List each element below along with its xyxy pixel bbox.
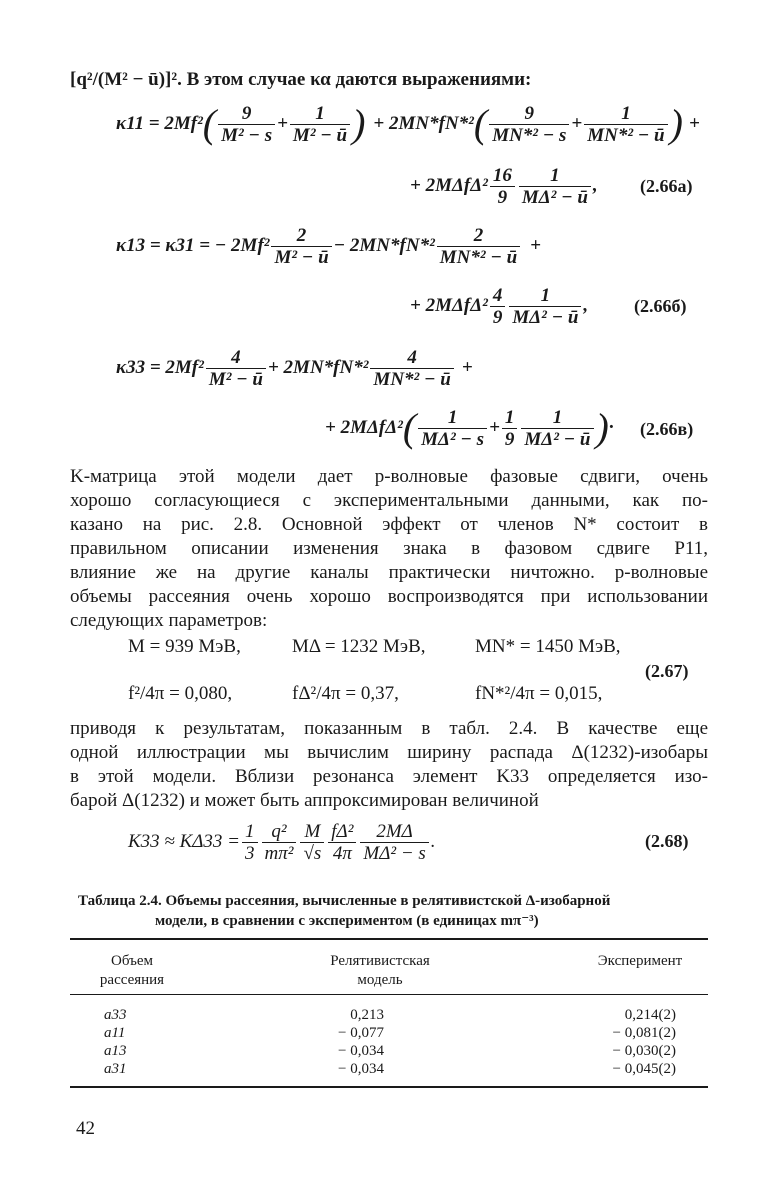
fraction: $\frac{2}{\text{MN*² − ū}}$ (437, 225, 520, 268)
page-number: 42 (76, 1118, 95, 1139)
open-paren: ( (402, 405, 417, 450)
fraction: $\frac{4}{9}$ (490, 285, 506, 328)
equation-2-66c-line1: κ33 = 2Mf² $\frac{4}{\text{M² − ū}}$ + 2MN*fN*² $\frac{4}{\text{MN*² − ū}}$ + (116, 346, 473, 390)
eq-mid-term: + 2MN*fN*² (373, 113, 474, 134)
row-model: − 0,034 (338, 1061, 384, 1077)
param-m-n: MN* = 1450 МэВ, (475, 636, 621, 657)
header-model: Релятивистская модель (330, 953, 430, 988)
row-name: a11 (104, 1025, 126, 1041)
row-experiment: 0,214(2) (624, 1007, 676, 1023)
text-line: барой Δ(1232) и может быть аппроксимирован величиной (70, 790, 539, 811)
table-bottom-rule (70, 1086, 708, 1088)
param-f-delta: fΔ²/4π = 0,37, (292, 683, 399, 704)
equation-2-66c-line2: + 2MΔfΔ² ( $\frac{1}{\text{MΔ² − s}}$ + $\frac{1}{9}$ $\frac{1}{\text{MΔ² − ū}}$ ) · (325, 405, 614, 450)
fraction: $\frac{16}{9}$ (490, 165, 515, 208)
close-paren: ) (352, 101, 366, 146)
equation-2-66a-line1: κ11 = 2Mf² ( $\frac{9}{\text{M² − s}}$ + $\frac{1}{\text{M² − ū}}$ ) + 2MN*fN*² ( $\frac{9}{\text{MN*² − s}}$ + $\frac{1}{\text{MN*² − ū}}$ ) + (116, 101, 700, 146)
text-line: следующих параметров: (70, 610, 268, 631)
intro-line: [q²/(M² − ū)]². В этом случае κα даются выражениями: (70, 69, 532, 90)
fraction: $\frac{9}{\text{M² − s}}$ (218, 103, 275, 146)
param-f: f²/4π = 0,080, (128, 683, 233, 704)
equation-number: (2.66в) (640, 419, 694, 439)
equation-number: (2.68) (645, 831, 689, 851)
fraction: $\frac{1}{\text{MΔ² − s}}$ (418, 407, 487, 450)
text-line: одной иллюстрации мы вычислим ширину распада Δ(1232)-изобары (70, 742, 708, 763)
fraction: $\frac{4}{\text{MN*² − ū}}$ (370, 347, 453, 390)
param-f-n: fN*²/4π = 0,015, (475, 683, 603, 704)
close-paren: ) (669, 101, 683, 146)
fraction: $\frac{1}{\text{M² − ū}}$ (290, 103, 350, 146)
fraction: $\frac{2}{\text{M² − ū}}$ (271, 225, 331, 268)
fraction: $\frac{1}{3}$ (242, 821, 258, 864)
fraction: $\frac{1}{\text{MΔ² − ū}}$ (521, 407, 593, 450)
equation-number: (2.67) (645, 661, 689, 681)
fraction: $\frac{M}{√s}$ (300, 821, 324, 864)
equation-number: (2.66а) (640, 176, 693, 196)
row-name: a33 (104, 1007, 127, 1023)
eq-lhs: κ11 = 2Mf² (116, 113, 203, 134)
param-m-delta: MΔ = 1232 МэВ, (292, 636, 426, 657)
header-experiment: Эксперимент (597, 953, 683, 969)
text-line: хорошо согласующиеся с экспериментальными данными, как по- (70, 490, 708, 511)
text-line: объемы рассеяния очень хорошо воспроизводятся при использовании (70, 586, 708, 607)
text-line: казано на рис. 2.8. Основной эффект от членов N* состоит в (70, 514, 708, 535)
eq-term: + 2MΔfΔ² (410, 175, 488, 196)
fraction: $\frac{2M\Delta}{\text{MΔ² − s}}$ (360, 821, 428, 864)
eq-term: + 2MΔfΔ² (325, 417, 403, 438)
text-line: в этой модели. Вблизи резонанса элемент K33 определяется изо- (70, 766, 708, 787)
equation-2-68: K33 ≈ KΔ33 = $\frac{1}{3}$ $\frac{\text{q²}}{\text{mπ²}}$ $\frac{M}{√s}$ $\frac{\text{fΔ²}}{4\pi}$ $\frac{2M\Delta}{\text{MΔ² − s}}$ . (128, 820, 436, 864)
eq-mid-term: − 2MN*fN*² (333, 235, 435, 256)
param-m: M = 939 МэВ, (128, 636, 241, 657)
fraction: $\frac{1}{\text{MΔ² − ū}}$ (519, 165, 591, 208)
fraction: $\frac{1}{\text{MN*² − ū}}$ (584, 103, 667, 146)
row-model: − 0,034 (338, 1043, 384, 1059)
fraction: $\frac{1}{\text{MΔ² − ū}}$ (509, 285, 581, 328)
open-paren: ( (473, 101, 488, 146)
table-header-rule (70, 994, 708, 995)
row-experiment: − 0,030(2) (612, 1043, 676, 1059)
row-experiment: − 0,081(2) (612, 1025, 676, 1041)
fraction: $\frac{9}{\text{MN*² − s}}$ (489, 103, 569, 146)
table-caption-line1: Таблица 2.4. Объемы рассеяния, вычисленные в релятивистской Δ-изобарной (78, 893, 611, 909)
eq-lhs: κ13 = κ31 = − 2Mf² (116, 235, 270, 256)
equation-number: (2.66б) (634, 296, 687, 316)
fraction: $\frac{1}{9}$ (502, 407, 518, 450)
equation-2-66b-line1: κ13 = κ31 = − 2Mf² $\frac{2}{\text{M² − ū}}$ − 2MN*fN*² $\frac{2}{\text{MN*² − ū}}$ + (116, 224, 541, 268)
equation-2-66b-line2: + 2MΔfΔ² $\frac{4}{9}$ $\frac{1}{\text{MΔ² − ū}}$ , (410, 284, 589, 328)
fraction: $\frac{4}{\text{M² − ū}}$ (206, 347, 266, 390)
text-line: приводя к результатам, показанным в табл. 2.4. В качестве еще (70, 718, 708, 739)
text-line: K-матрица этой модели дает p-волновые фазовые сдвиги, очень (70, 466, 708, 487)
row-name: a31 (104, 1061, 127, 1077)
row-model: 0,213 (350, 1007, 384, 1023)
row-model: − 0,077 (338, 1025, 384, 1041)
fraction: $\frac{\text{q²}}{\text{mπ²}}$ (262, 821, 297, 864)
fraction: $\frac{\text{fΔ²}}{4\pi}$ (328, 821, 356, 864)
open-paren: ( (202, 101, 217, 146)
header-volume: Объем рассеяния (99, 953, 165, 988)
table-top-rule (70, 938, 708, 940)
row-experiment: − 0,045(2) (612, 1061, 676, 1077)
text-line: влияние же на другие каналы практически ничтожно. p-волновые (70, 562, 708, 583)
equation-2-66a-line2: + 2MΔfΔ² $\frac{16}{9}$ $\frac{1}{\text{MΔ² − ū}}$ , (410, 164, 598, 208)
eq-term: + 2MΔfΔ² (410, 295, 488, 316)
close-paren: ) (595, 405, 609, 450)
row-name: a13 (104, 1043, 127, 1059)
eq-mid-term: + 2MN*fN*² (267, 357, 369, 378)
text-line: правильном описании изменения знака в фазовом сдвиге P11, (70, 538, 708, 559)
eq-lhs: K33 ≈ KΔ33 = (128, 831, 240, 852)
table-caption-line2: модели, в сравнении с экспериментом (в единицах mπ⁻³) (155, 913, 539, 929)
eq-lhs: κ33 = 2Mf² (116, 357, 204, 378)
